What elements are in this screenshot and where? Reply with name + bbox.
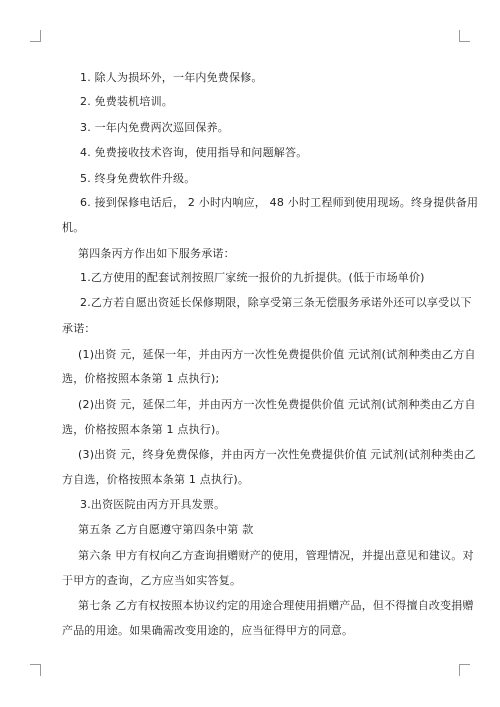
list-item-1: 1. 除人为损坏外，一年内免费保修。 (80, 71, 263, 84)
list-item-6: 6. 接到保修电话后， 2 小时内响应， 48 小时工程师到使用现场。终身提供备用 (80, 196, 479, 209)
paragraph-line: (3)出资 元，终身免费保修，并由丙方一次性免费提供价值 元试剂(试剂种类由乙 (78, 448, 476, 461)
paragraph-line: 方自选，价格按照本条第 1 点执行)。 (62, 473, 250, 486)
list-item-2: 2. 免费装机培训。 (80, 95, 173, 108)
paragraph-line: 2.乙方若自愿出资延长保修期限，除享受第三条无偿服务承诺外还可以享受以下 (80, 296, 472, 309)
crop-mark-bottom-right (459, 664, 460, 676)
paragraph-line: 3.出资医院由丙方开具发票。 (80, 498, 226, 511)
paragraph-line: (1)出资 元，延保一年，并由丙方一次性免费提供价值 元试剂(试剂种类由乙方自 (78, 348, 476, 361)
paragraph-line: 选，价格按照本条第 1 点执行); (62, 372, 220, 385)
list-item-5: 5. 终身免费软件升级。 (80, 172, 196, 185)
crop-mark-top-left (40, 30, 41, 42)
crop-mark-bottom-right (460, 664, 470, 665)
paragraph-line: 承诺： (62, 322, 96, 335)
article-4-heading: 第四条丙方作出如下服务承诺： (78, 247, 235, 260)
article-5-heading: 第五条 乙方自愿遵守第四条中第 款 (78, 523, 254, 536)
article-6-line: 于甲方的查询，乙方应当如实答复。 (62, 574, 242, 587)
article-7-line: 第七条 乙方有权按照本协议约定的用途合理使用捐赠产品，但不得擅自改变捐赠 (78, 599, 474, 612)
crop-mark-bottom-left (30, 664, 40, 665)
article-6-line: 第六条 甲方有权向乙方查询捐赠财产的使用，管理情况，并提出意见和建议。对 (78, 549, 474, 562)
paragraph-line: 1.乙方使用的配套试剂按照厂家统一报价的九折提供。(低于市场单价) (80, 271, 425, 284)
list-item-3: 3. 一年内免费两次巡回保养。 (80, 121, 229, 134)
paragraph-line: 选，价格按照本条第 1 点执行)。 (62, 423, 227, 436)
crop-mark-bottom-left (40, 664, 41, 676)
crop-mark-top-right (459, 30, 460, 42)
article-7-line: 产品的用途。如果确需改变用途的，应当征得甲方的同意。 (62, 624, 354, 637)
paragraph-line: (2)出资 元，延保二年，并由丙方一次性免费提供价值 元试剂(试剂种类由乙方自 (78, 398, 476, 411)
crop-mark-top-right (460, 41, 470, 42)
list-item-6-cont: 机。 (62, 221, 85, 234)
list-item-4: 4. 免费接收技术咨询，使用指导和问题解答。 (80, 146, 308, 159)
crop-mark-top-left (30, 41, 40, 42)
